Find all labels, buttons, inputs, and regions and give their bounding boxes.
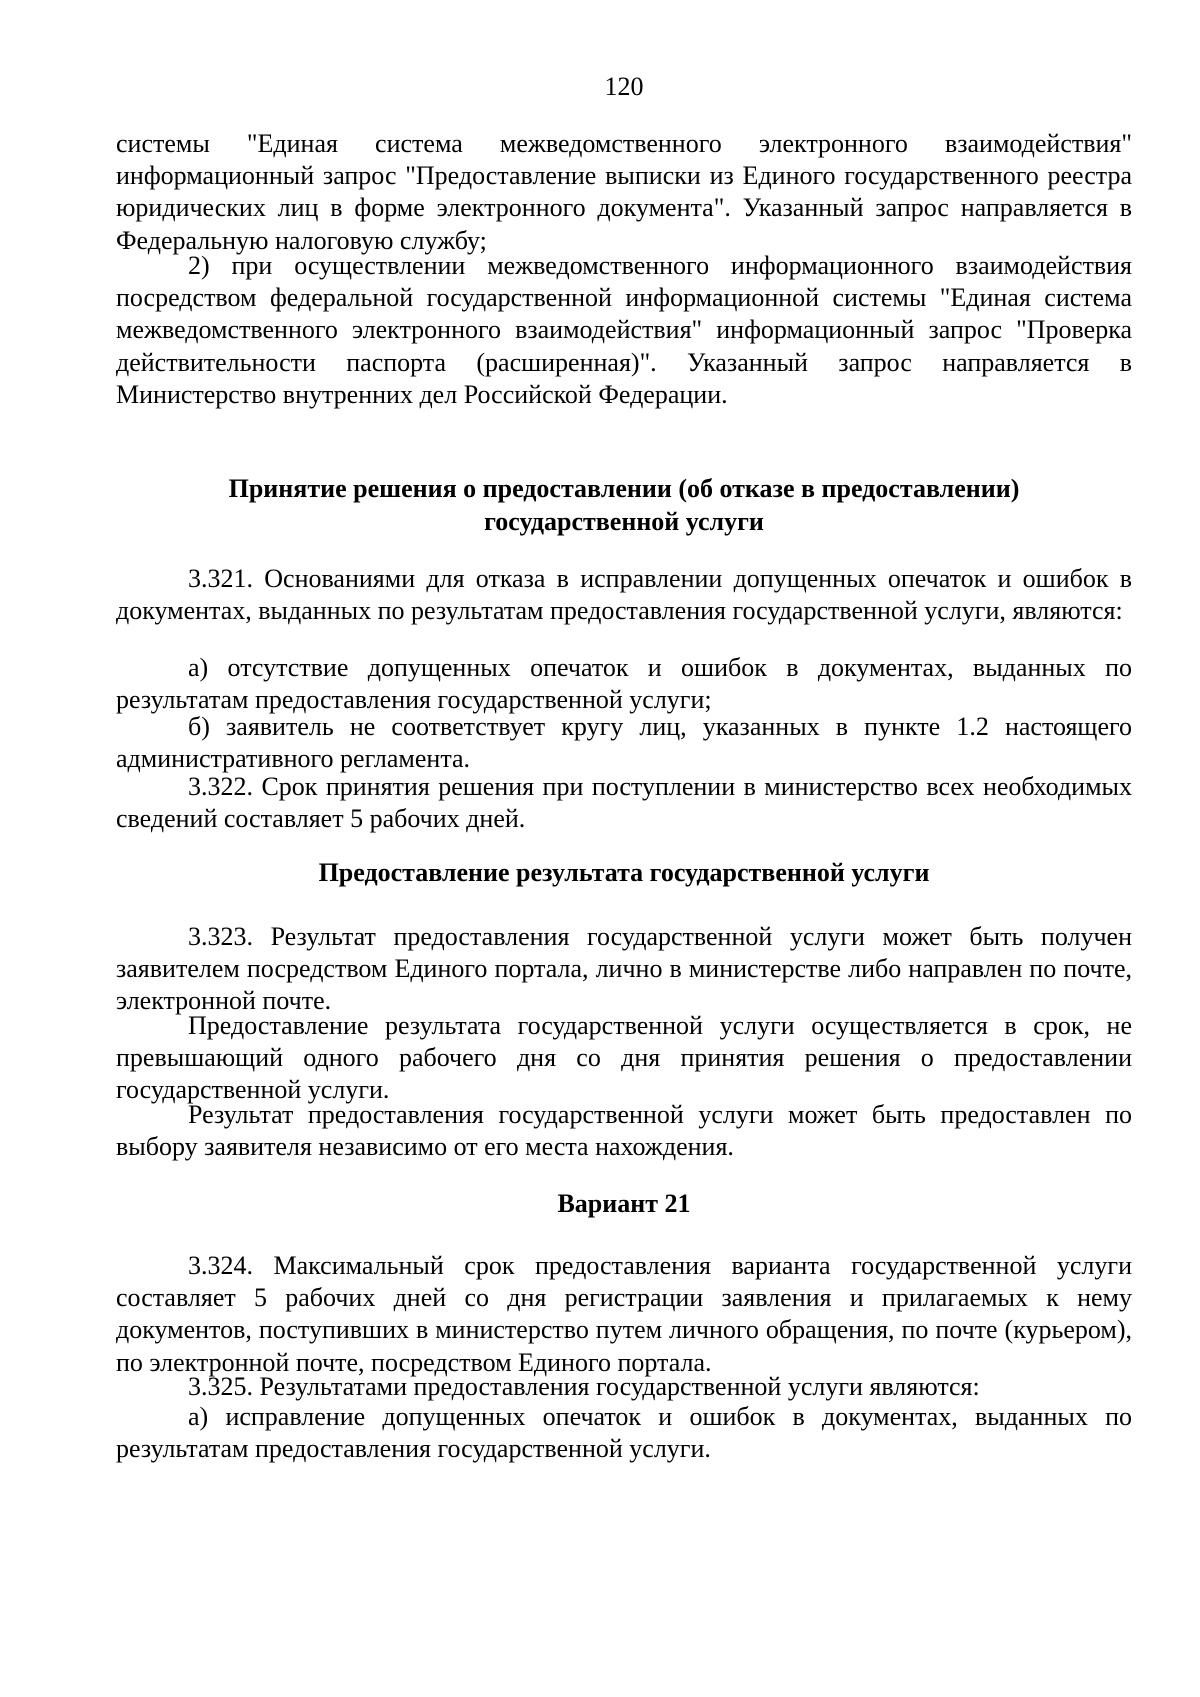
paragraph-item-2: 2) при осуществлении межведомственного информационного взаимодействия посредством федеральной государственной информационной системы "Единая система межведомственного электронного взаимодействия" информационный запрос "Проверка действительности паспорта (расширенная)". Указанный запрос направляется в Министерство внутренних дел Российской Федерации. (116, 251, 1132, 409)
paragraph-3-322: 3.322. Срок принятия решения при поступлении в министерство всех необходимых сведений составляет 5 рабочих дней. (116, 772, 1132, 834)
paragraph-3-325: 3.325. Результатами предоставления государственной услуги являются: (188, 1372, 980, 1401)
paragraph-3-324: 3.324. Максимальный срок предоставления варианта государственной услуги составляет 5 рабочих дней со дня регистрации заявления и прилагаемых к нему документов, поступивших в министерство путем личного обращения, по почте (курьером), по электронной почте, посредством Единого портала. (116, 1251, 1132, 1377)
page-number: 120 (604, 72, 644, 101)
section-heading-result: Предоставление результата государственной услуги (318, 858, 930, 887)
paragraph-continuation: системы "Единая система межведомственного электронного взаимодействия" информационный запрос "Предоставление выписки из Единого государственного реестра юридических лиц в форме электронного документа". Указанный запрос направляется в Федеральную налоговую службу; (116, 129, 1132, 255)
section-heading-decision-line1: Принятие решения о предоставлении (об отказе в предоставлении) (228, 474, 1020, 503)
paragraph-3-321: 3.321. Основаниями для отказа в исправлении допущенных опечаток и ошибок в документах, выданных по результатам предоставления государственной услуги, являются: (116, 564, 1132, 626)
paragraph-3-323: 3.323. Результат предоставления государственной услуги может быть получен заявителем посредством Единого портала, лично в министерстве либо направлен по почте, электронной почте. (116, 922, 1132, 1016)
paragraph-result-item-a: а) исправление допущенных опечаток и ошибок в документах, выданных по результатам предоставления государственной услуги. (116, 1402, 1132, 1464)
paragraph-result-choice: Результат предоставления государственной услуги может быть предоставлен по выбору заявителя независимо от его места нахождения. (116, 1100, 1132, 1162)
paragraph-item-a: а) отсутствие допущенных опечаток и ошибок в документах, выданных по результатам предоставления государственной услуги; (116, 653, 1132, 715)
paragraph-item-b: б) заявитель не соответствует кругу лиц, указанных в пункте 1.2 настоящего административного регламента. (116, 712, 1132, 774)
section-heading-decision-line2: государственной услуги (484, 507, 764, 536)
paragraph-result-term: Предоставление результата государственной услуги осуществляется в срок, не превышающий одного рабочего дня со дня принятия решения о предоставлении государственной услуги. (116, 1011, 1132, 1105)
section-heading-variant-21: Вариант 21 (557, 1189, 691, 1218)
